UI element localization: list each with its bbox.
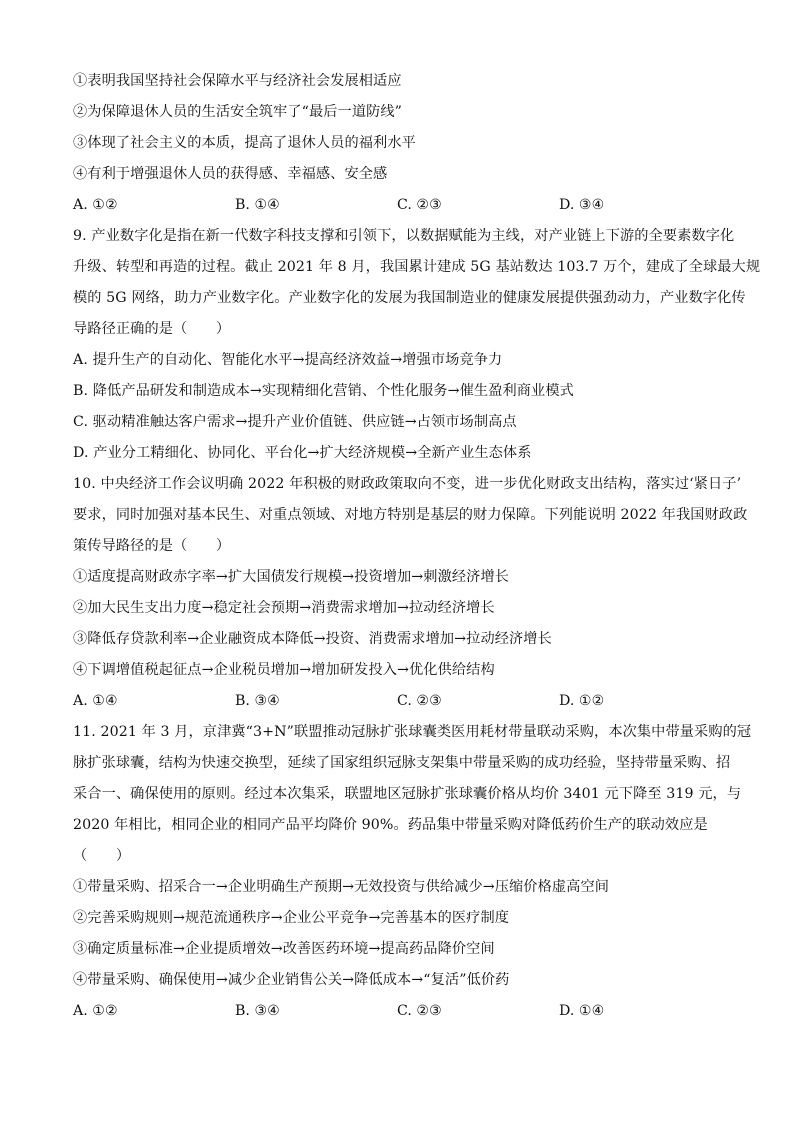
option-a: A. ①② xyxy=(73,197,118,213)
question-stem-line: 升级、转型和再造的过程。截止 2021 年 8 月，我国累计建成 5G 基站数达 103.7 万个，建成了全球最大规 xyxy=(73,259,761,275)
question-stem-line: 2020 年相比，相同企业的相同产品平均降价 90%。药品集中带量采购对降低药价生产的联动效应是 xyxy=(73,817,708,833)
statement-item: ④下调增值税起征点→企业税员增加→增加研发投入→优化供给结构 xyxy=(73,662,495,678)
option-c: C. ②③ xyxy=(397,197,442,213)
option-d: D. ③④ xyxy=(559,197,605,213)
question-stem-line: 模的 5G 网络，助力产业数字化。产业数字化的发展为我国制造业的健康发展提供强劲动力，产业数字化传 xyxy=(73,290,746,306)
question-8-continued xyxy=(73,66,729,221)
option-a: A. ①④ xyxy=(73,693,118,709)
statement-item: ④带量采购、确保使用→减少企业销售公关→降低成本→“复活”低价药 xyxy=(73,972,510,988)
answer-options xyxy=(73,686,729,717)
statement-item: ②为保障退休人员的生活安全筑牢了“最后一道防线” xyxy=(73,104,403,120)
answer-options xyxy=(73,190,729,221)
document-page xyxy=(73,66,761,1027)
question-9 xyxy=(73,221,761,469)
choice-d: D. 产业分工精细化、协同化、平台化→扩大经济规模→全新产业生态体系 xyxy=(73,445,532,461)
question-stem-line: （ ） xyxy=(73,848,131,864)
statement-item: ③降低存贷款利率→企业融资成本降低→投资、消费需求增加→拉动经济增长 xyxy=(73,631,552,647)
question-11 xyxy=(73,717,752,1027)
choice-c: C. 驱动精准触达客户需求→提升产业价值链、供应链→占领市场制高点 xyxy=(73,414,517,430)
question-stem-line: 9. 产业数字化是指在新一代数字科技支撑和引领下，以数据赋能为主线，对产业链上下游的全要素数字化 xyxy=(73,228,735,244)
choice-a: A. 提升生产的自动化、智能化水平→提高经济效益→增强市场竞争力 xyxy=(73,352,503,368)
statement-item: ②完善采购规则→规范流通秩序→企业公平竞争→完善基本的医疗制度 xyxy=(73,910,510,926)
question-stem-line: 导路径正确的是（ ） xyxy=(73,321,231,337)
option-b: B. ①④ xyxy=(235,197,280,213)
question-stem-line: 11. 2021 年 3 月，京津冀“3+N”联盟推动冠脉扩张球囊类医用耗材带量联动采购，本次集中带量采购的冠 xyxy=(73,724,752,740)
question-stem-line: 要求，同时加强对基本民生、对重点领域、对地方特别是基层的财力保障。下列能说明 2022 年我国财政政 xyxy=(73,507,748,523)
option-a: A. ①② xyxy=(73,1003,118,1019)
answer-options xyxy=(73,996,729,1027)
statement-item: ②加大民生支出力度→稳定社会预期→消费需求增加→拉动经济增长 xyxy=(73,600,495,616)
statement-item: ①表明我国坚持社会保障水平与经济社会发展相适应 xyxy=(73,73,402,89)
question-stem-line: 脉扩张球囊，结构为快速交换型，延续了国家组织冠脉支架集中带量采购的成功经验，坚持带量采购、招 xyxy=(73,755,731,771)
question-stem-line: 采合一、确保使用的原则。经过本次集采，联盟地区冠脉扩张球囊价格从均价 3401 元下降至 319 元，与 xyxy=(73,786,742,802)
option-b: B. ③④ xyxy=(235,693,280,709)
option-c: C. ②③ xyxy=(397,693,442,709)
question-stem-line: 策传导路径的是（ ） xyxy=(73,538,231,554)
statement-item: ①适度提高财政赤字率→扩大国债发行规模→投资增加→刺激经济增长 xyxy=(73,569,510,585)
option-d: D. ①④ xyxy=(559,1003,605,1019)
option-d: D. ①② xyxy=(559,693,605,709)
statement-item: ③体现了社会主义的本质，提高了退休人员的福利水平 xyxy=(73,135,416,151)
choice-b: B. 降低产品研发和制造成本→实现精细化营销、个性化服务→催生盈利商业模式 xyxy=(73,383,574,399)
question-10 xyxy=(73,469,748,717)
question-stem-line: 10. 中央经济工作会议明确 2022 年积极的财政政策取向不变，进一步优化财政支出结构，落实过‘紧日子’ xyxy=(73,476,742,492)
statement-item: ④有利于增强退休人员的获得感、幸福感、安全感 xyxy=(73,166,388,182)
option-c: C. ②③ xyxy=(397,1003,442,1019)
statement-item: ①带量采购、招采合一→企业明确生产预期→无效投资与供给减少→压缩价格虚高空间 xyxy=(73,879,610,895)
statement-item: ③确定质量标准→企业提质增效→改善医药环境→提高药品降价空间 xyxy=(73,941,495,957)
option-b: B. ③④ xyxy=(235,1003,280,1019)
